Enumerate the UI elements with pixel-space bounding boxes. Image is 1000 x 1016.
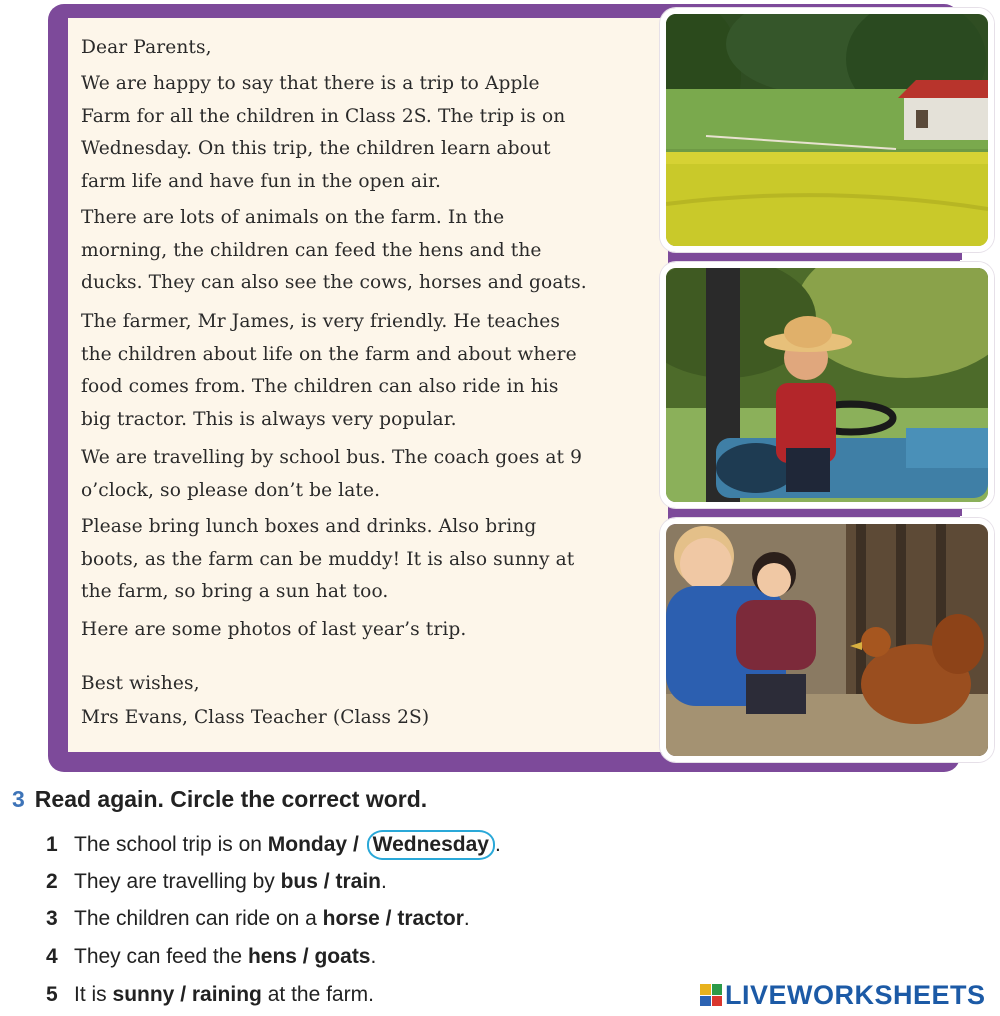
letter-paragraph-2: There are lots of animals on the farm. In the morning, the children can feed the hens and the ducks. They can also see the cows, horses and goats. [81,207,587,293]
farm-landscape-image [666,14,988,246]
exercise-number: 3 [12,786,25,812]
liveworksheets-logo-icon [700,984,722,1006]
question-2: 2 They are travelling by bus / train. [46,870,387,893]
farm-landscape-photo [660,8,994,252]
liveworksheets-logo [700,980,986,1010]
question-3: 3 The children can ride on a horse / tractor. [46,907,470,930]
option-train[interactable]: train [335,870,381,893]
option-goats[interactable]: goats [314,945,371,968]
boy-tractor-image [666,268,988,502]
children-hens-photo [660,518,994,762]
children-hens-image [666,524,988,756]
logo-text: LIVEWORKSHEETS [725,979,986,1010]
letter-signature: Mrs Evans, Class Teacher (Class 2S) [81,707,430,728]
question-1: 1 The school trip is on Monday / Wednesday . [46,830,501,860]
question-5: 5 It is sunny / raining at the farm. [46,983,374,1006]
letter-closing: Best wishes, [81,673,200,694]
exercise-instruction: Read again. Circle the correct word. [34,786,428,812]
exercise-heading [12,786,427,813]
option-raining[interactable]: raining [191,983,262,1006]
option-horse[interactable]: horse [322,907,380,930]
question-4: 4 They can feed the hens / goats. [46,945,377,968]
option-tractor[interactable]: tractor [397,907,464,930]
letter-paragraph-5: Please bring lunch boxes and drinks. Also bring boots, as the farm can be muddy! It is also sunny at the farm, so bring a sun hat too. [81,516,575,602]
option-monday[interactable]: Monday [267,833,348,856]
letter-paragraph-4: We are travelling by school bus. The coach goes at 9 o’clock, so please don’t be late. [81,447,583,501]
letter-card [68,18,668,752]
letter-paragraph-6: Here are some photos of last year’s trip. [81,619,467,640]
option-hens[interactable]: hens [247,945,297,968]
letter-greeting: Dear Parents, [81,37,212,58]
option-bus[interactable]: bus [280,870,318,893]
letter-paragraph-1: We are happy to say that there is a trip to Apple Farm for all the children in Class 2S. The trip is on Wednesday. On this trip, the children learn about farm life and have fun in the open air. [81,73,566,192]
option-sunny[interactable]: sunny [112,983,175,1006]
letter-paragraph-3: The farmer, Mr James, is very friendly. He teaches the children about life on the farm and about where food comes from. The children can also ride in his big tractor. This is always very popular. [81,311,577,430]
option-wednesday-circled[interactable]: Wednesday [367,830,495,860]
boy-tractor-photo [660,262,994,508]
